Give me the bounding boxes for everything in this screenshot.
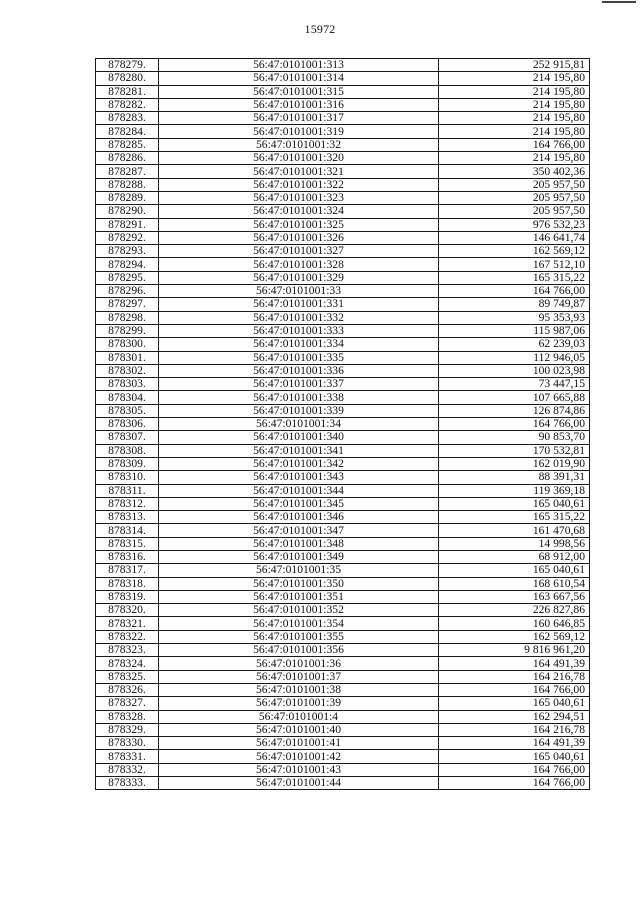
cadastral-value: 146 641,74 [439,231,590,244]
table-row [96,444,590,457]
table-row [96,59,590,72]
cadastral-number: 56:47:0101001:43 [159,763,439,776]
cadastral-value: 164 216,78 [439,670,590,683]
cadastral-number: 56:47:0101001:346 [159,511,439,524]
cadastral-number: 56:47:0101001:34 [159,418,439,431]
cadastral-value: 164 766,00 [439,138,590,151]
cadastral-value: 119 369,18 [439,484,590,497]
cadastral-value: 164 766,00 [439,763,590,776]
table-row [96,630,590,643]
row-number: 878282. [96,98,159,111]
row-number: 878283. [96,112,159,125]
cadastral-number: 56:47:0101001:340 [159,431,439,444]
table-row [96,324,590,337]
cadastral-value: 162 569,12 [439,630,590,643]
cadastral-number: 56:47:0101001:323 [159,191,439,204]
row-number: 878324. [96,657,159,670]
cadastral-value: 68 912,00 [439,550,590,563]
cadastral-value: 112 946,05 [439,351,590,364]
cadastral-value: 214 195,80 [439,112,590,125]
row-number: 878328. [96,710,159,723]
row-number: 878296. [96,285,159,298]
table-row [96,351,590,364]
row-number: 878313. [96,511,159,524]
table-row [96,112,590,125]
cadastral-number: 56:47:0101001:324 [159,205,439,218]
cadastral-number: 56:47:0101001:33 [159,285,439,298]
row-number: 878315. [96,537,159,550]
cadastral-value: 976 532,23 [439,218,590,231]
row-number: 878311. [96,484,159,497]
cadastral-number: 56:47:0101001:42 [159,750,439,763]
cadastral-value: 160 646,85 [439,617,590,630]
table-row [96,165,590,178]
row-number: 878322. [96,630,159,643]
table-row [96,697,590,710]
cadastral-value: 95 353,93 [439,311,590,324]
table-row [96,537,590,550]
row-number: 878281. [96,85,159,98]
row-number: 878297. [96,298,159,311]
row-number: 878300. [96,338,159,351]
table-row [96,245,590,258]
table-row [96,404,590,417]
cadastral-value: 164 491,39 [439,657,590,670]
cadastral-number: 56:47:0101001:336 [159,364,439,377]
row-number: 878320. [96,604,159,617]
cadastral-number: 56:47:0101001:319 [159,125,439,138]
cadastral-value: 164 766,00 [439,285,590,298]
table-row [96,431,590,444]
table-row [96,138,590,151]
cadastral-value: 168 610,54 [439,577,590,590]
cadastral-number: 56:47:0101001:321 [159,165,439,178]
row-number: 878321. [96,617,159,630]
cadastral-value: 167 512,10 [439,258,590,271]
table-body [96,59,590,790]
table-row [96,125,590,138]
cadastral-number: 56:47:0101001:342 [159,457,439,470]
row-number: 878293. [96,245,159,258]
row-number: 878290. [96,205,159,218]
row-number: 878319. [96,590,159,603]
cadastral-value: 165 040,61 [439,564,590,577]
row-number: 878299. [96,324,159,337]
cadastral-value: 164 766,00 [439,777,590,790]
cadastral-number: 56:47:0101001:349 [159,550,439,563]
cadastral-value: 170 532,81 [439,444,590,457]
cadastral-value: 89 749,87 [439,298,590,311]
table-row [96,617,590,630]
table-row [96,191,590,204]
row-number: 878317. [96,564,159,577]
cadastral-number: 56:47:0101001:343 [159,471,439,484]
table-row [96,763,590,776]
table-row [96,298,590,311]
cadastral-value: 214 195,80 [439,85,590,98]
cadastral-number: 56:47:0101001:322 [159,178,439,191]
cadastral-value: 163 667,56 [439,590,590,603]
table-row [96,564,590,577]
cadastral-value: 252 915,81 [439,59,590,72]
cadastral-value: 161 470,68 [439,524,590,537]
cadastral-number: 56:47:0101001:40 [159,723,439,736]
table-row [96,577,590,590]
row-number: 878302. [96,364,159,377]
row-number: 878284. [96,125,159,138]
cadastral-value: 350 402,36 [439,165,590,178]
row-number: 878289. [96,191,159,204]
cadastral-value: 205 957,50 [439,191,590,204]
row-number: 878323. [96,644,159,657]
row-number: 878287. [96,165,159,178]
row-number: 878314. [96,524,159,537]
cadastral-value: 214 195,80 [439,98,590,111]
table-row [96,258,590,271]
cadastral-number: 56:47:0101001:335 [159,351,439,364]
cadastral-number: 56:47:0101001:325 [159,218,439,231]
row-number: 878291. [96,218,159,231]
cadastral-value: 214 195,80 [439,125,590,138]
row-number: 878285. [96,138,159,151]
cadastral-value: 205 957,50 [439,178,590,191]
cadastral-number: 56:47:0101001:352 [159,604,439,617]
row-number: 878304. [96,391,159,404]
cadastral-value: 164 766,00 [439,683,590,696]
cadastral-number: 56:47:0101001:36 [159,657,439,670]
cadastral-number: 56:47:0101001:345 [159,497,439,510]
cadastral-number: 56:47:0101001:317 [159,112,439,125]
table-row [96,285,590,298]
cadastral-number: 56:47:0101001:350 [159,577,439,590]
row-number: 878318. [96,577,159,590]
cadastral-number: 56:47:0101001:344 [159,484,439,497]
row-number: 878286. [96,152,159,165]
row-number: 878298. [96,311,159,324]
table-row [96,418,590,431]
table-row [96,737,590,750]
row-number: 878292. [96,231,159,244]
table-row [96,311,590,324]
cadastral-number: 56:47:0101001:32 [159,138,439,151]
table-row [96,524,590,537]
cadastral-number: 56:47:0101001:333 [159,324,439,337]
cadastral-number: 56:47:0101001:41 [159,737,439,750]
table-row [96,710,590,723]
table-row [96,98,590,111]
table-row [96,338,590,351]
cadastral-number: 56:47:0101001:316 [159,98,439,111]
row-number: 878306. [96,418,159,431]
cadastral-number: 56:47:0101001:37 [159,670,439,683]
cadastral-value: 164 766,00 [439,418,590,431]
cadastral-number: 56:47:0101001:4 [159,710,439,723]
cadastral-number: 56:47:0101001:329 [159,271,439,284]
table-row [96,231,590,244]
table-row [96,777,590,790]
row-number: 878331. [96,750,159,763]
row-number: 878280. [96,72,159,85]
cadastral-number: 56:47:0101001:332 [159,311,439,324]
cadastral-value-table [95,58,590,790]
row-number: 878330. [96,737,159,750]
cadastral-value: 165 040,61 [439,497,590,510]
table-row [96,644,590,657]
table-row [96,364,590,377]
table-row [96,657,590,670]
table-row [96,205,590,218]
cadastral-number: 56:47:0101001:341 [159,444,439,457]
table-row [96,178,590,191]
cadastral-value: 164 216,78 [439,723,590,736]
row-number: 878329. [96,723,159,736]
table-row [96,457,590,470]
row-number: 878294. [96,258,159,271]
cadastral-value: 205 957,50 [439,205,590,218]
row-number: 878301. [96,351,159,364]
table-row [96,590,590,603]
cadastral-value: 162 019,90 [439,457,590,470]
cadastral-value: 165 315,22 [439,511,590,524]
cadastral-number: 56:47:0101001:314 [159,72,439,85]
row-number: 878333. [96,777,159,790]
cadastral-number: 56:47:0101001:355 [159,630,439,643]
cadastral-value: 165 040,61 [439,697,590,710]
table-row [96,550,590,563]
row-number: 878316. [96,550,159,563]
table-row [96,391,590,404]
table-row [96,750,590,763]
cadastral-value: 73 447,15 [439,378,590,391]
cadastral-value: 214 195,80 [439,72,590,85]
row-number: 878325. [96,670,159,683]
table-row [96,152,590,165]
table-row [96,670,590,683]
cadastral-value: 62 239,03 [439,338,590,351]
cadastral-number: 56:47:0101001:337 [159,378,439,391]
row-number: 878310. [96,471,159,484]
table-row [96,378,590,391]
row-number: 878305. [96,404,159,417]
cadastral-number: 56:47:0101001:44 [159,777,439,790]
table-row [96,72,590,85]
cadastral-value: 164 491,39 [439,737,590,750]
cadastral-value: 226 827,86 [439,604,590,617]
cadastral-number: 56:47:0101001:39 [159,697,439,710]
cadastral-value: 165 040,61 [439,750,590,763]
cadastral-number: 56:47:0101001:313 [159,59,439,72]
table-row [96,723,590,736]
cadastral-number: 56:47:0101001:338 [159,391,439,404]
cadastral-number: 56:47:0101001:38 [159,683,439,696]
row-number: 878326. [96,683,159,696]
row-number: 878327. [96,697,159,710]
table-row [96,497,590,510]
table-row [96,85,590,98]
cadastral-value: 107 665,88 [439,391,590,404]
cadastral-number: 56:47:0101001:327 [159,245,439,258]
cadastral-value: 115 987,06 [439,324,590,337]
row-number: 878309. [96,457,159,470]
cadastral-value: 100 023,98 [439,364,590,377]
cadastral-number: 56:47:0101001:331 [159,298,439,311]
cadastral-value: 214 195,80 [439,152,590,165]
cadastral-number: 56:47:0101001:356 [159,644,439,657]
cadastral-value: 14 998,56 [439,537,590,550]
cadastral-value: 90 853,70 [439,431,590,444]
cadastral-number: 56:47:0101001:334 [159,338,439,351]
table-row [96,471,590,484]
row-number: 878279. [96,59,159,72]
table-row [96,484,590,497]
row-number: 878332. [96,763,159,776]
cadastral-value: 88 391,31 [439,471,590,484]
cadastral-value: 9 816 961,20 [439,644,590,657]
row-number: 878303. [96,378,159,391]
cadastral-number: 56:47:0101001:347 [159,524,439,537]
cadastral-value: 162 569,12 [439,245,590,258]
cadastral-number: 56:47:0101001:320 [159,152,439,165]
table-row [96,271,590,284]
cadastral-value: 126 874,86 [439,404,590,417]
table-row [96,683,590,696]
table-row [96,604,590,617]
table-row [96,218,590,231]
row-number: 878295. [96,271,159,284]
corner-mark [602,1,636,3]
cadastral-number: 56:47:0101001:351 [159,590,439,603]
cadastral-number: 56:47:0101001:354 [159,617,439,630]
cadastral-value: 162 294,51 [439,710,590,723]
row-number: 878308. [96,444,159,457]
row-number: 878307. [96,431,159,444]
cadastral-number: 56:47:0101001:326 [159,231,439,244]
cadastral-number: 56:47:0101001:315 [159,85,439,98]
cadastral-value: 165 315,22 [439,271,590,284]
row-number: 878288. [96,178,159,191]
cadastral-number: 56:47:0101001:35 [159,564,439,577]
row-number: 878312. [96,497,159,510]
cadastral-number: 56:47:0101001:328 [159,258,439,271]
cadastral-number: 56:47:0101001:348 [159,537,439,550]
cadastral-number: 56:47:0101001:339 [159,404,439,417]
page-number: 15972 [304,22,336,36]
table-row [96,511,590,524]
